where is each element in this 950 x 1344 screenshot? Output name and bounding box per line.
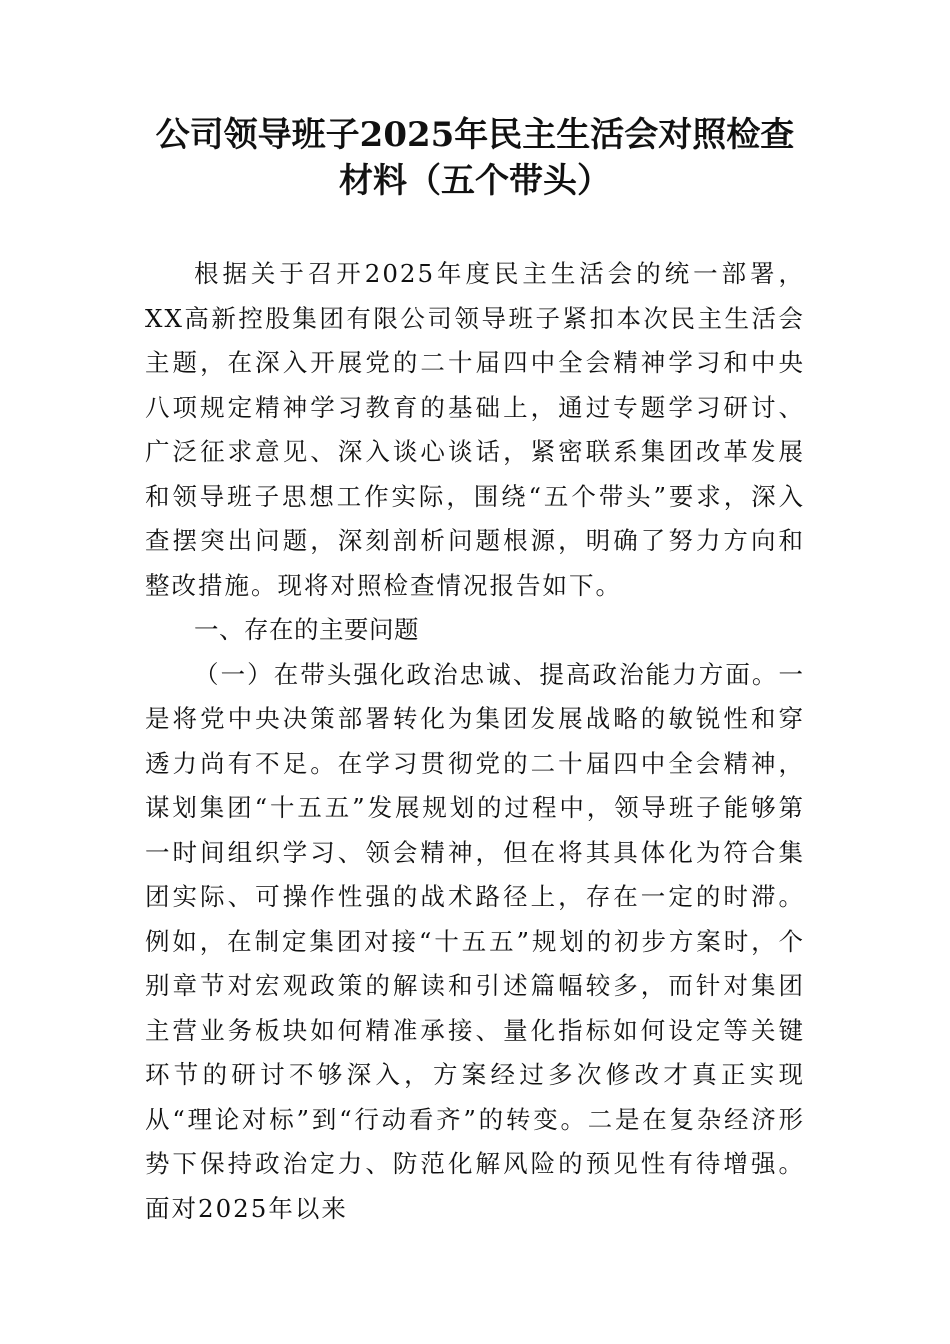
title-line-1: 公司领导班子2025年民主生活会对照检查 bbox=[155, 115, 795, 155]
document-body bbox=[145, 252, 805, 1231]
intro-paragraph: 根据关于召开2025年度民主生活会的统一部署，XX高新控股集团有限公司领导班子紧扣本次民主生活会主题，在深入开展党的二十届四中全会精神学习和中央八项规定精神学习教育的基础上，通过专题学习研讨、广泛征求意见、深入谈心谈话，紧密联系集团改革发展和领导班子思想工作实际，围绕“五个带头”要求，深入查摆突出问题，深刻剖析问题根源，明确了努力方向和整改措施。现将对照检查情况报告如下。 bbox=[145, 259, 805, 600]
section-paragraph: （一）在带头强化政治忠诚、提高政治能力方面。一是将党中央决策部署转化为集团发展战略的敏锐性和穿透力尚有不足。在学习贯彻党的二十届四中全会精神，谋划集团“十五五”发展规划的过程中，领导班子能够第一时间组织学习、领会精神，但在将其具体化为符合集团实际、可操作性强的战术路径上，存在一定的时滞。例如，在制定集团对接“十五五”规划的初步方案时，个别章节对宏观政策的解读和引述篇幅较多，而针对集团主营业务板块如何精准承接、量化指标如何设定等关键环节的研讨不够深入，方案经过多次修改才真正实现从“理论对标”到“行动看齐”的转变。二是在复杂经济形势下保持政治定力、防范化解风险的预见性有待增强。面对2025年以来 bbox=[145, 659, 805, 1223]
title-line-2: 材料（五个带头） bbox=[339, 161, 611, 201]
document-title bbox=[120, 112, 830, 204]
section-heading: 一、存在的主要问题 bbox=[194, 615, 419, 644]
